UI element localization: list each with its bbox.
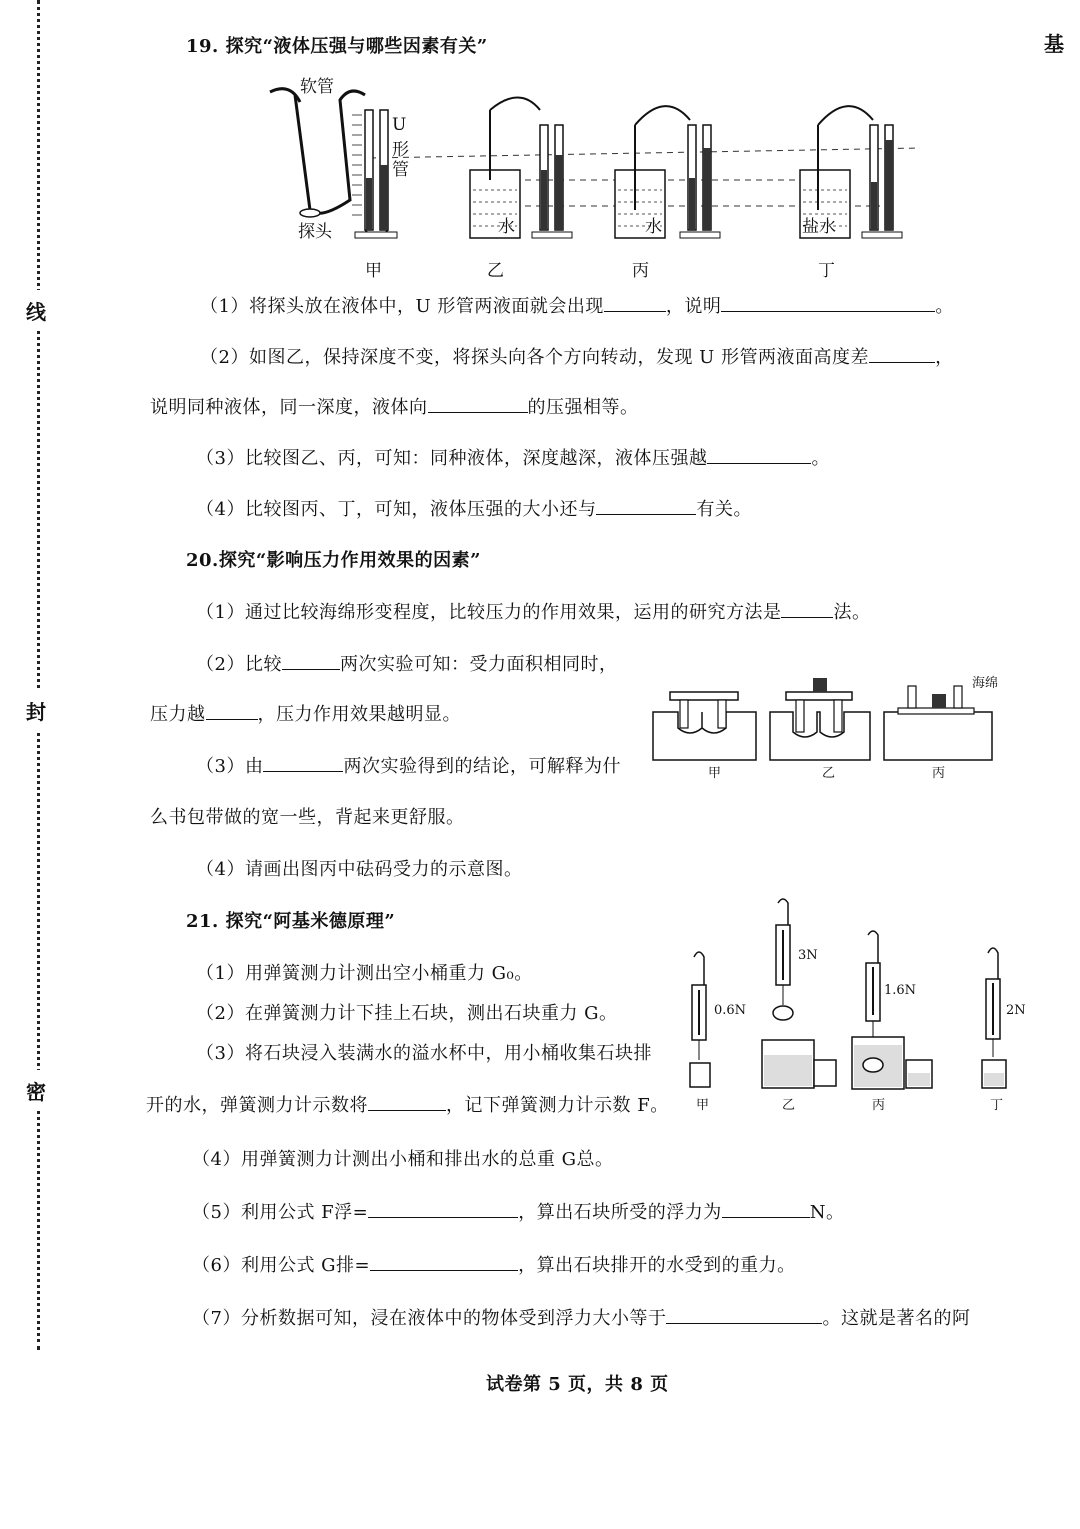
q21-label-jia: 甲 [696,1098,710,1113]
corner-mark: 基 [1044,32,1065,56]
blank-q20-3[interactable] [263,755,343,772]
blank-q19-1b[interactable] [721,295,935,312]
panel-label-jia: 甲 [365,261,382,281]
label-water-yi: 水 [498,217,515,237]
label-sponge: 海绵 [972,676,999,691]
spring-scale-jia [690,952,710,1087]
q19-figure [240,70,920,280]
q20-title: 20.探究“影响压力作用效果的因素” [186,550,482,571]
blank-q21-5a[interactable] [368,1201,518,1218]
q21-s7: （7）分析数据可知，浸在液体中的物体受到浮力大小等于 。这就是著名的阿 [192,1308,971,1329]
q19-s2: （2）如图乙，保持深度不变，将探头向各个方向转动，发现 U 形管两液面高度差 ， [200,347,954,368]
q21-label-yi: 乙 [782,1098,796,1113]
q19-s2-cont: 说明同种液体，同一深度，液体向 的压强相等。 [150,397,639,418]
blank-q20-2a[interactable] [282,653,340,670]
beaker-yi [470,98,572,239]
sponge-bing [884,686,992,760]
blank-q21-3[interactable] [368,1094,446,1111]
blank-q19-2b[interactable] [428,396,528,413]
label-hose: 软管 [300,77,334,97]
u-tube-jia [270,89,397,238]
reading-yi: 3N [798,948,818,963]
label-guan: 管 [392,160,409,180]
panel-label-bing: 丙 [632,261,649,281]
label-saltwater: 盐水 [802,217,836,237]
blank-q19-1a[interactable] [604,295,666,312]
spring-scale-yi [762,899,836,1088]
sponge-yi [770,678,870,760]
panel-label-ding: 丁 [818,261,835,281]
q20-s2-cont: 压力越 ，压力作用效果越明显。 [150,704,461,725]
blank-q21-5b[interactable] [722,1201,810,1218]
blank-q19-3[interactable] [707,447,811,464]
q20-label-yi: 乙 [822,766,836,781]
reading-bing: 1.6N [884,983,917,998]
margin-char-xian: 线 [26,290,46,331]
spring-scale-ding [982,948,1006,1088]
blank-q19-2a[interactable] [869,346,935,363]
q20-s1: （1）通过比较海绵形变程度，比较压力的作用效果，运用的研究方法是 法。 [196,602,871,623]
blank-q20-1[interactable] [781,601,833,618]
label-xing: 形 [392,140,409,160]
q21-figure [680,895,1040,1105]
q21-s4: （4）用弹簧测力计测出小桶和排出水的总重 G总。 [192,1149,614,1170]
margin-char-mi: 密 [26,1070,46,1111]
spring-scale-bing [852,931,932,1089]
q19-title: 19. 探究“液体压强与哪些因素有关” [186,36,488,57]
q21-s3-cont: 开的水，弹簧测力计示数将 ，记下弹簧测力计示数 F。 [146,1095,669,1116]
blank-q19-4[interactable] [596,498,696,515]
q20-s3-cont: 么书包带做的宽一些，背起来更舒服。 [150,807,465,828]
beaker-bing [615,106,720,238]
q19-s3: （3）比较图乙、丙，可知：同种液体，深度越深，液体压强越 。 [196,448,830,469]
q20-label-bing: 丙 [932,766,946,781]
reading-jia: 0.6N [714,1003,747,1018]
q21-s3: （3）将石块浸入装满水的溢水杯中，用小桶收集石块排 [196,1043,652,1064]
panel-label-yi: 乙 [487,261,504,281]
q21-label-ding: 丁 [990,1098,1004,1113]
q20-label-jia: 甲 [708,766,722,781]
q21-s5: （5）利用公式 F浮= ，算出石块所受的浮力为 N。 [192,1202,845,1223]
q20-s4: （4）请画出图丙中砝码受力的示意图。 [196,859,523,880]
binding-line [37,0,40,1350]
q20-s2: （2）比较 两次实验可知：受力面积相同时， [196,654,618,675]
q19-s1: （1）将探头放在液体中，U 形管两液面就会出现 ，说明 。 [200,296,954,317]
q21-s1: （1）用弹簧测力计测出空小桶重力 G₀。 [196,963,533,984]
q21-s6: （6）利用公式 G排= ，算出石块排开的水受到的重力。 [192,1255,796,1276]
margin-char-feng: 封 [26,690,46,731]
label-water-bing: 水 [645,217,662,237]
blank-q20-2b[interactable] [206,703,258,720]
page-footer: 试卷第 5 页，共 8 页 [486,1374,669,1395]
blank-q21-6[interactable] [370,1254,518,1271]
sponge-jia [653,692,756,760]
q21-label-bing: 丙 [872,1098,886,1113]
q19-s4: （4）比较图丙、丁，可知，液体压强的大小还与 有关。 [196,499,752,520]
reading-ding: 2N [1006,1003,1026,1018]
q20-s3: （3）由 两次实验得到的结论，可解释为什 [196,756,621,777]
q21-s2: （2）在弹簧测力计下挂上石块，测出石块重力 G。 [196,1003,618,1024]
label-u: U [392,115,407,135]
blank-q21-7[interactable] [666,1307,822,1324]
label-probe: 探头 [298,222,332,242]
q21-title: 21. 探究“阿基米德原理” [186,911,396,932]
